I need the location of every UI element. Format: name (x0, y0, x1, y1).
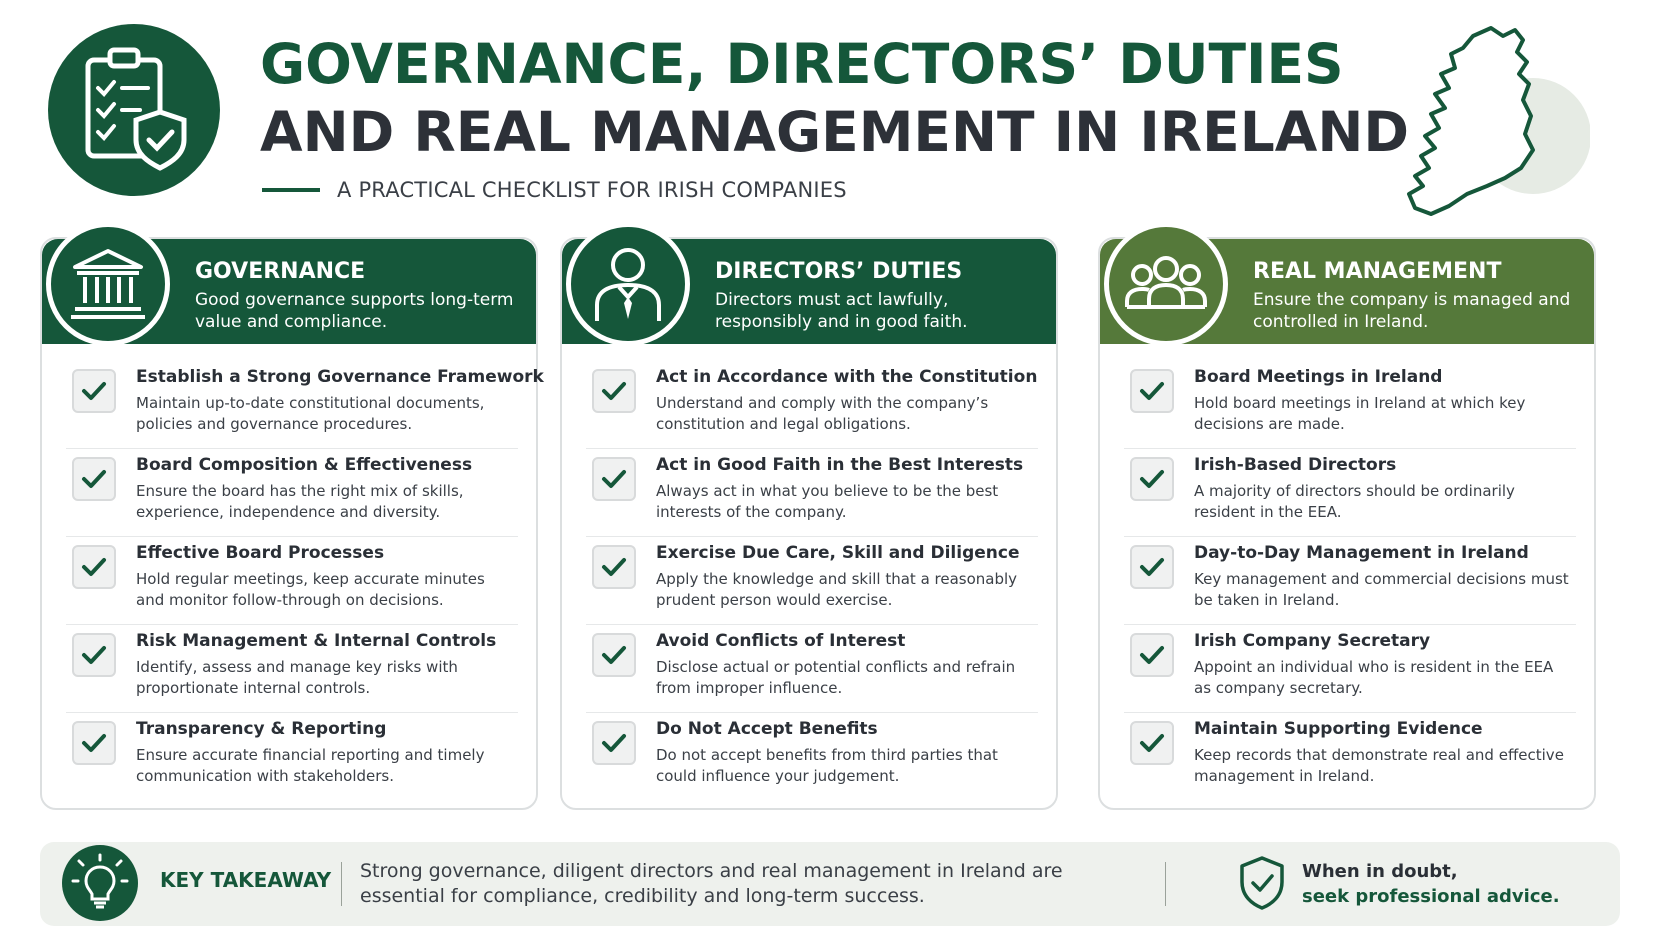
key-takeaway-banner (40, 842, 1620, 926)
checkmark-icon (1130, 545, 1174, 589)
checklist-item (586, 713, 1038, 801)
subtitle-rule (262, 188, 320, 192)
column-description: Ensure the company is managed and controlled in Ireland. (1253, 290, 1571, 332)
page-subtitle: A PRACTICAL CHECKLIST FOR IRISH COMPANIES (337, 178, 847, 202)
directors-duties-column (560, 237, 1058, 810)
item-title: Do Not Accept Benefits (656, 719, 878, 739)
clipboard-checklist-shield-icon (48, 24, 220, 196)
item-description: Maintain up-to-date constitutional documents, policies and governance procedures. (136, 394, 485, 433)
checklist-item (586, 625, 1038, 713)
item-description: Disclose actual or potential conflicts and refrain from improper influence. (656, 658, 1016, 697)
checkmark-icon (72, 545, 116, 589)
item-description: Always act in what you believe to be the best interests of the company. (656, 482, 999, 521)
checklist-item (66, 625, 518, 713)
item-description: Hold regular meetings, keep accurate minutes and monitor follow-through on decisions. (136, 570, 485, 609)
governance-column (40, 237, 544, 810)
checklist-item (586, 449, 1038, 537)
item-description: Understand and comply with the company’s constitution and legal obligations. (656, 394, 989, 433)
item-title: Establish a Strong Governance Framework (136, 367, 544, 387)
takeaway-label: KEY TAKEAWAY (160, 868, 332, 892)
item-title: Maintain Supporting Evidence (1194, 719, 1483, 739)
professional-advice-note (1302, 859, 1560, 909)
checklist-item (1124, 449, 1576, 537)
real-management-column (1098, 237, 1596, 810)
divider (1165, 862, 1166, 906)
checklist (586, 361, 1038, 801)
checkmark-icon (72, 369, 116, 413)
checklist-item (1124, 537, 1576, 625)
checklist-item (1124, 713, 1576, 801)
checkmark-icon (592, 721, 636, 765)
checkmark-icon (592, 457, 636, 501)
item-title: Transparency & Reporting (136, 719, 387, 739)
item-description: Identify, assess and manage key risks with proportionate internal controls. (136, 658, 458, 697)
institution-building-icon (46, 222, 170, 346)
divider (341, 862, 342, 906)
item-description: Keep records that demonstrate real and effective management in Ireland. (1194, 746, 1564, 785)
checkmark-icon (1130, 721, 1174, 765)
item-description: Do not accept benefits from third parties that could influence your judgement. (656, 746, 998, 785)
checkmark-icon (592, 633, 636, 677)
checkmark-icon (72, 457, 116, 501)
item-title: Act in Accordance with the Constitution (656, 367, 1038, 387)
checklist-item (66, 361, 544, 449)
page-title (260, 30, 1409, 166)
item-description: Key management and commercial decisions must be taken in Ireland. (1194, 570, 1569, 609)
checklist-item (1124, 361, 1576, 449)
column-title: GOVERNANCE (195, 259, 366, 284)
shield-check-icon (1238, 854, 1286, 916)
checklist-item (586, 537, 1038, 625)
item-title: Irish-Based Directors (1194, 455, 1397, 475)
checkmark-icon (1130, 369, 1174, 413)
item-description: Ensure accurate financial reporting and timely communication with stakeholders. (136, 746, 485, 785)
checklist-item (66, 449, 518, 537)
checklist (1124, 361, 1576, 801)
advice-line-1: When in doubt, (1302, 861, 1458, 882)
checkmark-icon (592, 369, 636, 413)
item-title: Risk Management & Internal Controls (136, 631, 497, 651)
column-title: DIRECTORS’ DUTIES (715, 259, 963, 284)
lightbulb-icon (62, 845, 138, 921)
checklist-item (66, 537, 518, 625)
checklist-item (1124, 625, 1576, 713)
item-description: Appoint an individual who is resident in the EEA as company secretary. (1194, 658, 1554, 697)
people-group-icon (1104, 222, 1228, 346)
item-description: Hold board meetings in Ireland at which key decisions are made. (1194, 394, 1526, 433)
title-line-1: GOVERNANCE, DIRECTORS’ DUTIES (260, 32, 1344, 96)
column-description: Directors must act lawfully, responsibly and in good faith. (715, 290, 968, 332)
item-title: Board Meetings in Ireland (1194, 367, 1443, 387)
item-title: Day-to-Day Management in Ireland (1194, 543, 1529, 563)
column-title: REAL MANAGEMENT (1253, 259, 1502, 284)
advice-line-2: seek professional advice. (1302, 886, 1560, 907)
item-title: Board Composition & Effectiveness (136, 455, 473, 475)
title-line-2: AND REAL MANAGEMENT IN IRELAND (260, 100, 1410, 164)
item-title: Avoid Conflicts of Interest (656, 631, 906, 651)
ireland-map-outline-icon (1395, 18, 1590, 218)
checklist-item (586, 361, 1038, 449)
takeaway-text: Strong governance, diligent directors and real management in Ireland are essential for compliance, credibility and long-term success. (360, 860, 1063, 907)
item-title: Effective Board Processes (136, 543, 385, 563)
item-description: A majority of directors should be ordinarily resident in the EEA. (1194, 482, 1515, 521)
checkmark-icon (1130, 457, 1174, 501)
item-title: Exercise Due Care, Skill and Diligence (656, 543, 1020, 563)
checklist (66, 361, 544, 801)
item-title: Irish Company Secretary (1194, 631, 1431, 651)
item-description: Ensure the board has the right mix of skills, experience, independence and diversity. (136, 482, 464, 521)
checkmark-icon (1130, 633, 1174, 677)
column-description: Good governance supports long-term value and compliance. (195, 290, 514, 332)
director-person-icon (566, 222, 690, 346)
item-description: Apply the knowledge and skill that a reasonably prudent person would exercise. (656, 570, 1018, 609)
item-title: Act in Good Faith in the Best Interests (656, 455, 1024, 475)
checkmark-icon (592, 545, 636, 589)
checkmark-icon (72, 633, 116, 677)
checklist-item (66, 713, 518, 801)
checkmark-icon (72, 721, 116, 765)
